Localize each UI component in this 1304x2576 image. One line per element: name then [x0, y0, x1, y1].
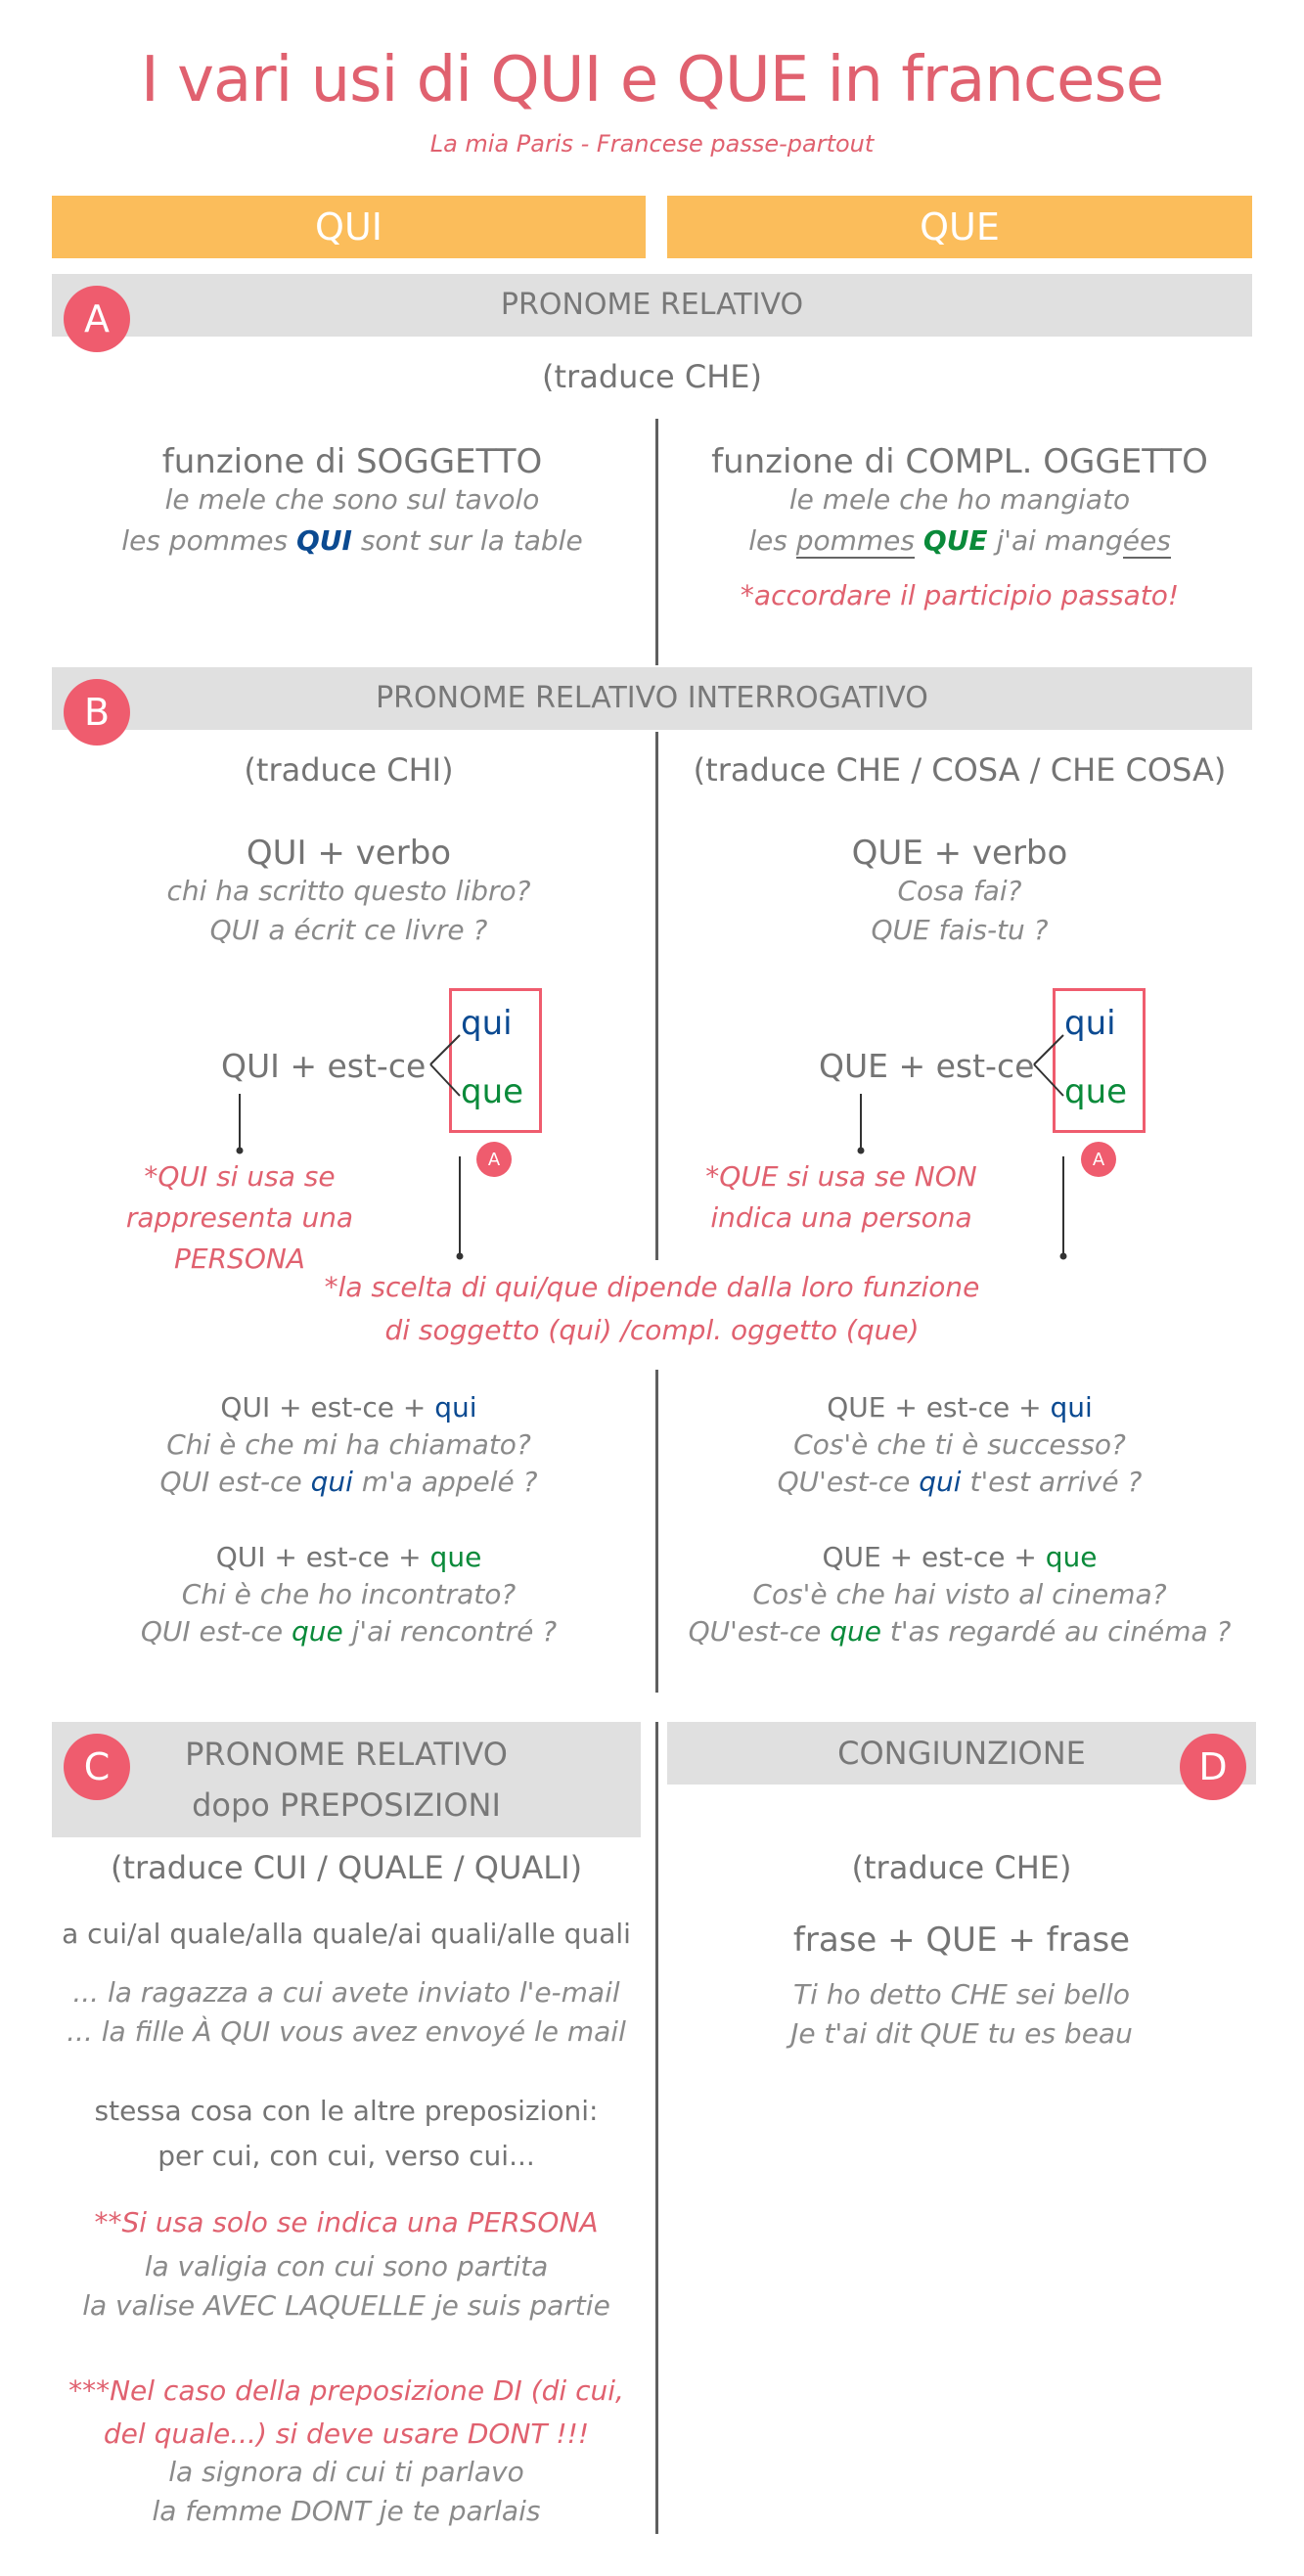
ex-right-formula-qui: QUE + est-ce + qui	[827, 1391, 1093, 1424]
section-a-translation: (traduce CHE)	[542, 358, 762, 395]
section-c-french-2: la valise AVEC LAQUELLE je suis partie	[82, 2289, 610, 2322]
section-c-badge: C	[64, 1734, 130, 1800]
ex-right-italian-1: Cos'è che ti è successo?	[793, 1428, 1126, 1461]
right-option-que: que	[1064, 1072, 1128, 1111]
center-pointer-right	[1058, 1156, 1068, 1264]
section-b-left-translation: (traduce CHI)	[244, 751, 454, 789]
section-a-left-french: les pommes QUI sont sur la table	[121, 524, 583, 557]
section-c-divider	[655, 1722, 658, 2534]
section-c-french-1: ... la fille À QUI vous avez envoyé le mail	[67, 2015, 626, 2048]
section-d-italian: Ti ho detto CHE sei bello	[793, 1978, 1130, 2011]
section-b-divider-top	[655, 732, 658, 1260]
section-c-other-prepositions: stessa cosa con le altre preposizioni: per cui, con cui, verso cui...	[94, 2095, 599, 2172]
section-c-translation: (traduce CUI / QUALE / QUALI)	[110, 1849, 583, 1886]
page-subtitle: La mia Paris - Francese passe-partout	[429, 130, 875, 158]
section-c-person-note: **Si usa solo se indica una PERSONA	[94, 2206, 599, 2238]
section-c-header: PRONOME RELATIVO dopo PREPOSIZIONI	[52, 1722, 641, 1837]
ex-right-french-2: QU'est-ce que t'as regardé au cinéma ?	[688, 1615, 1232, 1648]
section-a-right-title: funzione di COMPL. OGGETTO	[711, 442, 1208, 481]
column-header-qui: QUI	[52, 196, 646, 258]
qui-highlight: QUI	[295, 524, 352, 557]
right-estce-formula: QUE + est-ce	[819, 1047, 1035, 1085]
section-b-badge: B	[64, 679, 130, 746]
right-person-note: *QUE si usa se NON indica una persona	[705, 1160, 977, 1234]
section-a-left-italian: le mele che sono sul tavolo	[164, 483, 540, 516]
section-c-italian-1: ... la ragazza a cui avete inviato l'e-mail	[72, 1976, 620, 2009]
right-option-qui: qui	[1064, 1004, 1116, 1043]
center-pointer-left	[455, 1156, 465, 1264]
left-mini-badge-a: A	[476, 1142, 512, 1177]
left-person-note: *QUI si usa se rappresenta una PERSONA	[125, 1160, 354, 1275]
left-option-qui: qui	[461, 1004, 513, 1043]
section-a-divider	[655, 419, 658, 665]
left-branch-lines	[421, 1008, 468, 1115]
ex-left-formula-qui: QUI + est-ce + qui	[220, 1391, 477, 1424]
section-b-left-formula: QUI + verbo	[246, 834, 452, 873]
column-header-que: QUE	[667, 196, 1252, 258]
right-mini-badge-a: A	[1081, 1142, 1116, 1177]
choice-note: *la scelta di qui/que dipende dalla loro funzione di soggetto (qui) /compl. oggetto (que)	[324, 1271, 980, 1346]
ex-right-french-1: QU'est-ce qui t'est arrivé ?	[777, 1466, 1143, 1498]
section-c-french-3: la femme DONT je te parlais	[152, 2495, 541, 2527]
section-a-right-french: les pommes QUE j'ai mangées	[748, 524, 1171, 557]
right-pointer-line	[856, 1094, 866, 1157]
section-a-badge: A	[64, 286, 130, 352]
section-b-right-translation: (traduce CHE / COSA / CHE COSA)	[693, 751, 1227, 789]
right-branch-lines	[1024, 1008, 1071, 1115]
page-title: I vari usi di QUI e QUE in francese	[140, 44, 1164, 116]
section-b-right-french: QUE fais-tu ?	[871, 914, 1049, 946]
ex-right-formula-que: QUE + est-ce + que	[822, 1541, 1098, 1573]
ex-left-italian-1: Chi è che mi ha chiamato?	[166, 1428, 531, 1461]
section-c-italian-2: la valigia con cui sono partita	[144, 2250, 549, 2282]
section-a-left-title: funzione di SOGGETTO	[161, 442, 543, 481]
underlined-ees: ées	[1122, 524, 1171, 557]
section-c-forms: a cui/al quale/alla quale/ai quali/alle quali	[62, 1918, 631, 1950]
section-d-badge: D	[1180, 1734, 1246, 1800]
section-b-right-italian: Cosa fai?	[897, 875, 1022, 907]
ex-left-italian-2: Chi è che ho incontrato?	[181, 1578, 517, 1610]
section-a-note: *accordare il participio passato!	[740, 579, 1180, 611]
section-c-dont-note: ***Nel caso della preposizione DI (di cui, del quale...) si deve usare DONT !!!	[68, 2374, 624, 2450]
section-b-header: PRONOME RELATIVO INTERROGATIVO	[52, 667, 1252, 730]
ex-left-formula-que: QUI + est-ce + que	[215, 1541, 482, 1573]
section-a-right-italian: le mele che ho mangiato	[788, 483, 1131, 516]
section-b-right-formula: QUE + verbo	[851, 834, 1068, 873]
ex-left-french-2: QUI est-ce que j'ai rencontré ?	[140, 1615, 558, 1648]
ex-left-french-1: QUI est-ce qui m'a appelé ?	[159, 1466, 538, 1498]
section-d-header: CONGIUNZIONE	[667, 1722, 1256, 1785]
section-d-formula: frase + QUE + frase	[792, 1921, 1131, 1960]
ex-right-italian-2: Cos'è che hai visto al cinema?	[752, 1578, 1167, 1610]
section-c-italian-3: la signora di cui ti parlavo	[168, 2456, 524, 2488]
section-b-left-french: QUI a écrit ce livre ?	[209, 914, 488, 946]
section-a-header: PRONOME RELATIVO	[52, 274, 1252, 337]
que-highlight: QUE	[922, 524, 988, 557]
section-b-divider-bottom	[655, 1370, 658, 1693]
section-d-translation: (traduce CHE)	[851, 1849, 1072, 1886]
left-pointer-line	[235, 1094, 245, 1157]
left-option-que: que	[461, 1072, 524, 1111]
underlined-pommes: pommes	[795, 524, 915, 557]
left-estce-formula: QUI + est-ce	[221, 1047, 427, 1085]
section-b-left-italian: chi ha scritto questo libro?	[166, 875, 531, 907]
section-d-french: Je t'ai dit QUE tu es beau	[790, 2017, 1133, 2050]
